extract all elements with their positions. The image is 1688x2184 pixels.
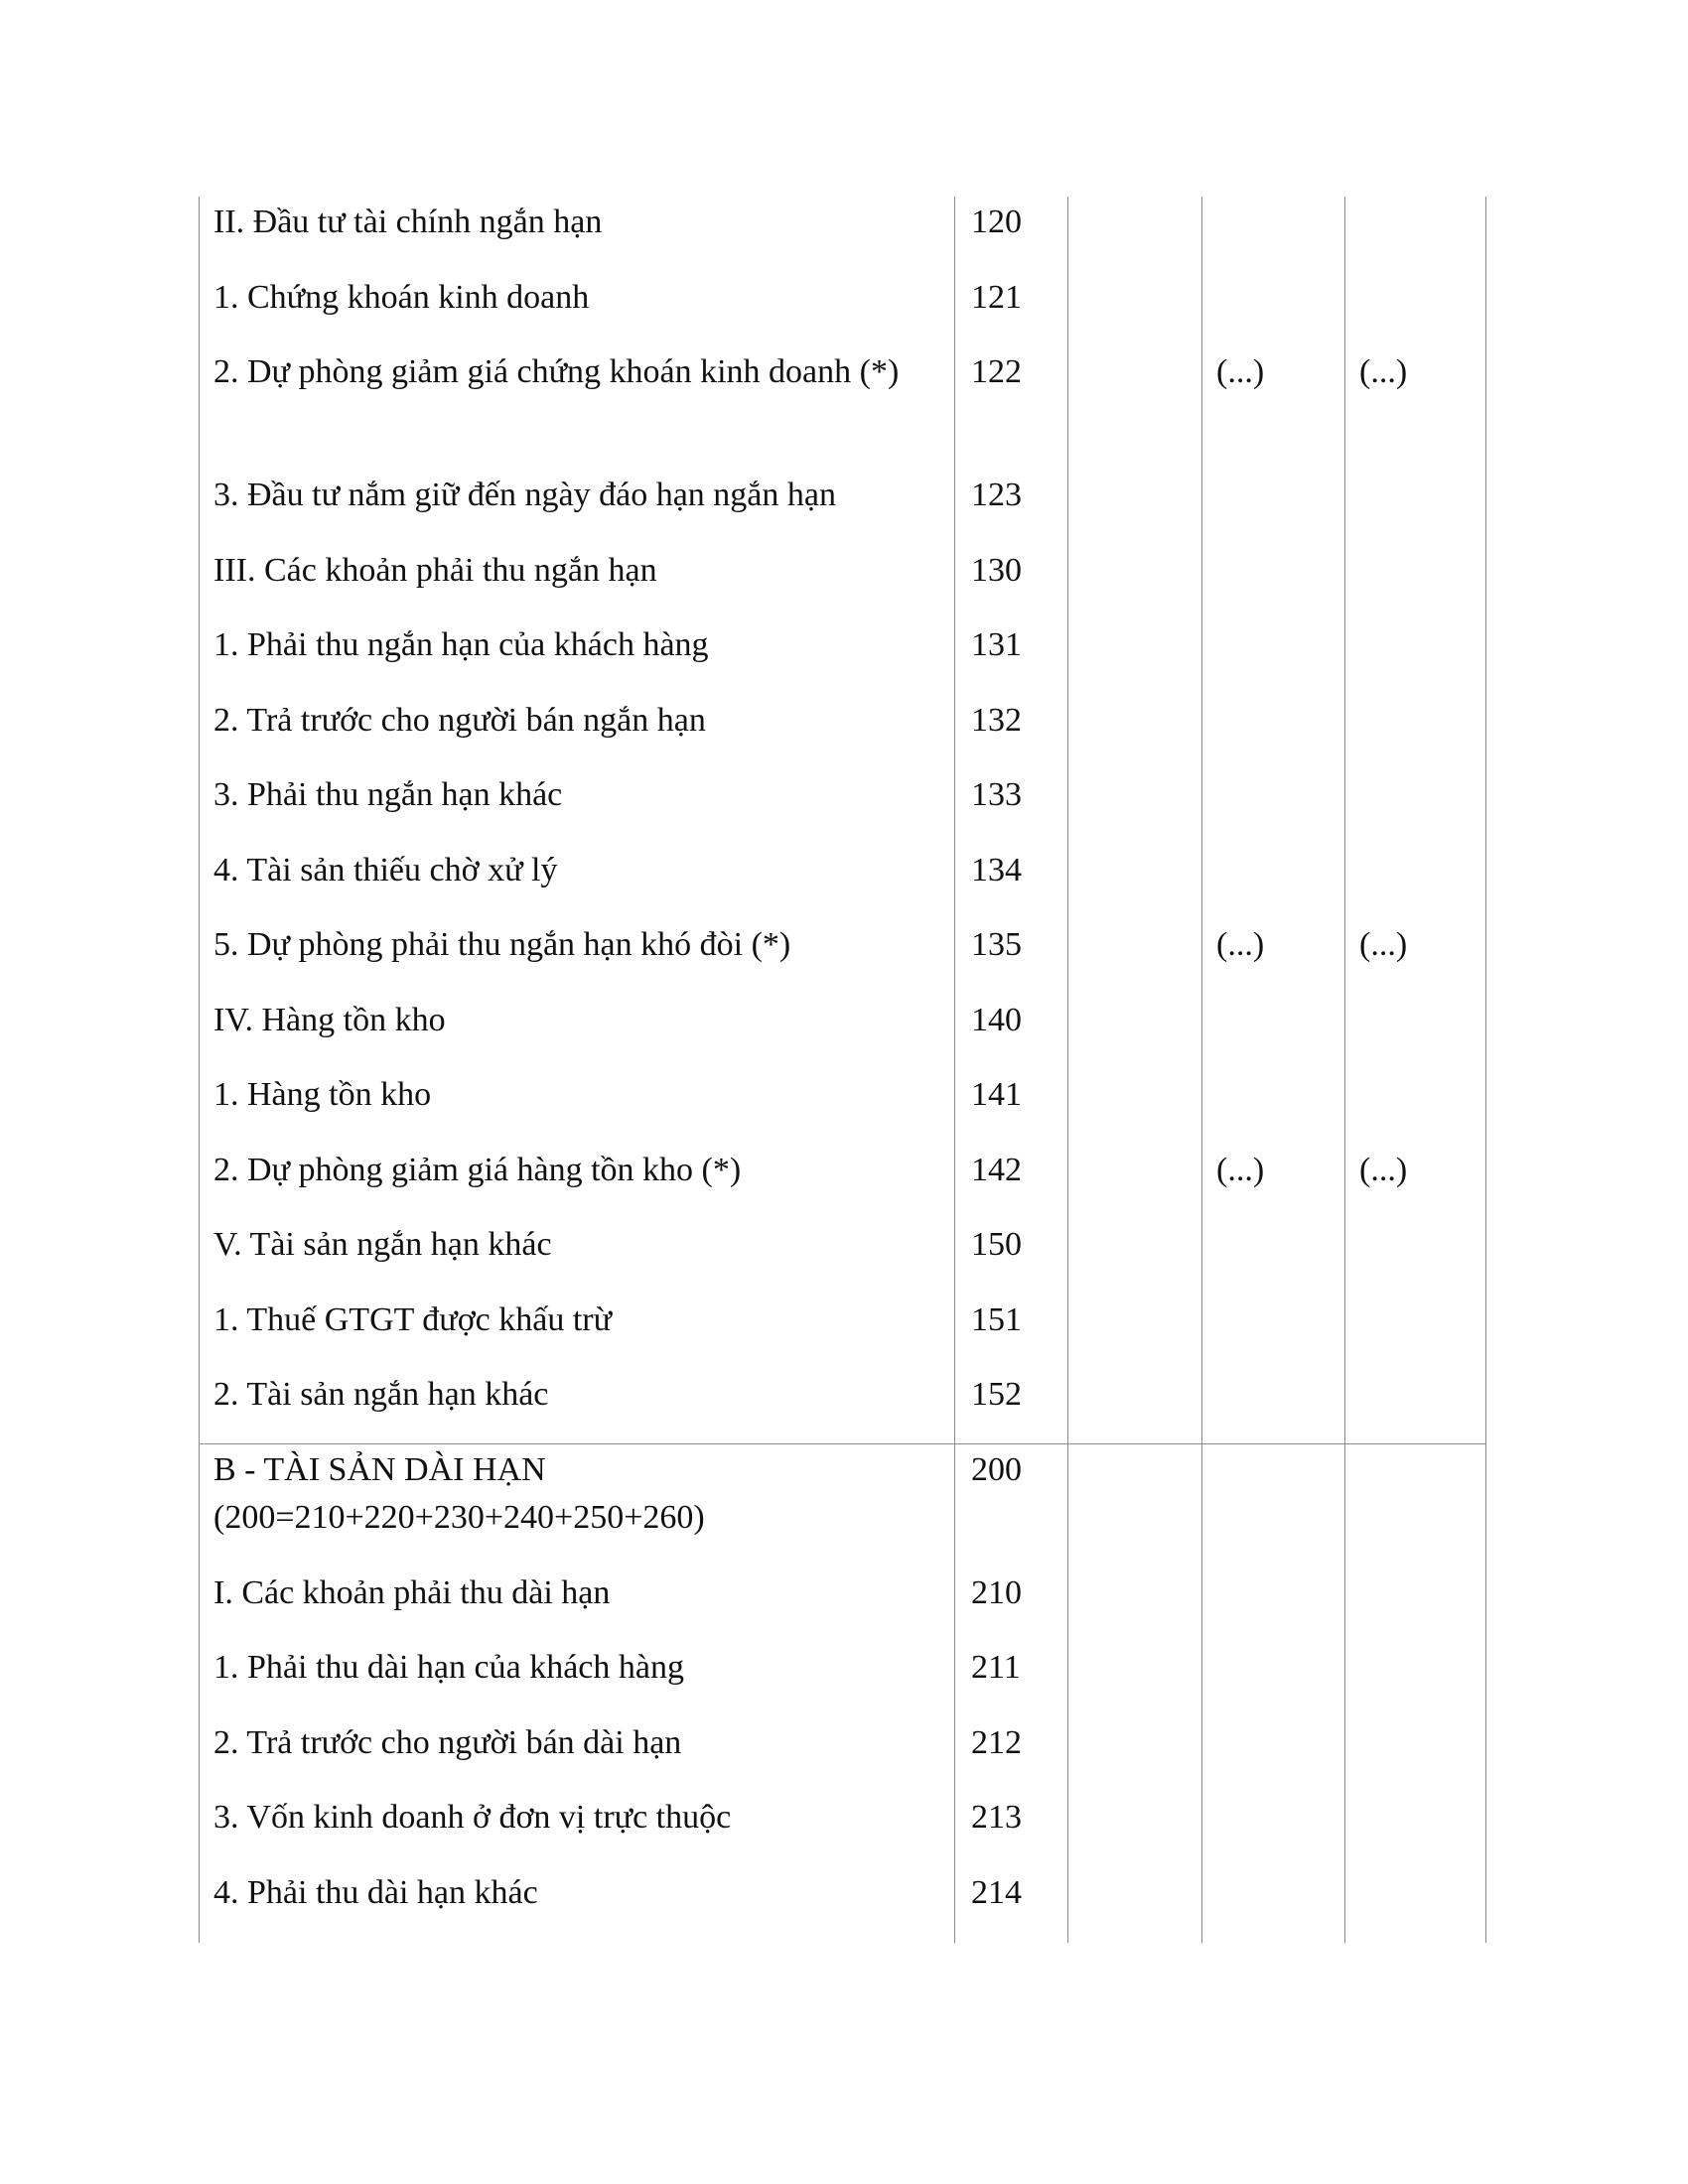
item-note xyxy=(1068,845,1202,920)
item-note xyxy=(1068,1219,1202,1295)
item-name: 5. Dự phòng phải thu ngắn hạn khó đòi (*) xyxy=(200,919,955,995)
item-code: 130 xyxy=(955,545,1068,620)
table-row xyxy=(200,1369,1486,1444)
item-begin-value xyxy=(1345,1867,1486,1943)
item-note xyxy=(1068,695,1202,770)
table-row xyxy=(200,1717,1486,1793)
item-code: 211 xyxy=(955,1642,1068,1717)
item-code: 132 xyxy=(955,695,1068,770)
item-name: 1. Phải thu ngắn hạn của khách hàng xyxy=(200,619,955,695)
item-name: 1. Thuế GTGT được khấu trừ xyxy=(200,1295,955,1370)
item-begin-value: (...) xyxy=(1345,1145,1486,1220)
item-note xyxy=(1068,1867,1202,1943)
table-row xyxy=(200,1145,1486,1220)
item-code: 210 xyxy=(955,1568,1068,1643)
item-end-value xyxy=(1202,769,1345,845)
item-begin-value xyxy=(1345,1069,1486,1145)
table-row xyxy=(200,1219,1486,1295)
item-code: 133 xyxy=(955,769,1068,845)
item-name: II. Đầu tư tài chính ngắn hạn xyxy=(200,197,955,272)
item-end-value xyxy=(1202,1295,1345,1370)
item-code: 135 xyxy=(955,919,1068,995)
item-code: 151 xyxy=(955,1295,1068,1370)
item-begin-value xyxy=(1345,845,1486,920)
item-note xyxy=(1068,1792,1202,1867)
item-begin-value xyxy=(1345,769,1486,845)
table-row xyxy=(200,845,1486,920)
table-row xyxy=(200,1867,1486,1943)
table-row xyxy=(200,470,1486,545)
item-begin-value xyxy=(1345,1642,1486,1717)
item-note xyxy=(1068,1369,1202,1444)
table-row xyxy=(200,1295,1486,1370)
table-row xyxy=(200,695,1486,770)
item-code: 150 xyxy=(955,1219,1068,1295)
item-name: B - TÀI SẢN DÀI HẠN (200=210+220+230+240+250+260) xyxy=(200,1444,955,1568)
item-name: IV. Hàng tồn kho xyxy=(200,995,955,1070)
item-note xyxy=(1068,197,1202,272)
item-end-value: (...) xyxy=(1202,1145,1345,1220)
item-name: III. Các khoản phải thu ngắn hạn xyxy=(200,545,955,620)
item-name: 3. Phải thu ngắn hạn khác xyxy=(200,769,955,845)
table-row xyxy=(200,619,1486,695)
item-name: 4. Tài sản thiếu chờ xử lý xyxy=(200,845,955,920)
item-begin-value xyxy=(1345,1295,1486,1370)
table-row xyxy=(200,1642,1486,1717)
item-code: 123 xyxy=(955,470,1068,545)
item-code: 212 xyxy=(955,1717,1068,1793)
table-row xyxy=(200,769,1486,845)
item-name: 2. Tài sản ngắn hạn khác xyxy=(200,1369,955,1444)
item-begin-value xyxy=(1345,470,1486,545)
item-name: 1. Chứng khoán kinh doanh xyxy=(200,272,955,347)
item-note xyxy=(1068,919,1202,995)
item-note xyxy=(1068,1444,1202,1568)
item-code: 140 xyxy=(955,995,1068,1070)
item-note xyxy=(1068,619,1202,695)
item-end-value xyxy=(1202,995,1345,1070)
item-end-value: (...) xyxy=(1202,919,1345,995)
item-end-value xyxy=(1202,1568,1345,1643)
item-note xyxy=(1068,1295,1202,1370)
item-end-value xyxy=(1202,197,1345,272)
item-begin-value xyxy=(1345,1717,1486,1793)
item-end-value xyxy=(1202,1867,1345,1943)
item-begin-value xyxy=(1345,272,1486,347)
item-end-value xyxy=(1202,845,1345,920)
item-begin-value: (...) xyxy=(1345,919,1486,995)
item-code: 131 xyxy=(955,619,1068,695)
table-row xyxy=(200,995,1486,1070)
item-code: 134 xyxy=(955,845,1068,920)
item-note xyxy=(1068,545,1202,620)
table-row xyxy=(200,1444,1486,1568)
item-name: 3. Vốn kinh doanh ở đơn vị trực thuộc xyxy=(200,1792,955,1867)
item-code: 214 xyxy=(955,1867,1068,1943)
item-begin-value: (...) xyxy=(1345,346,1486,470)
item-code: 122 xyxy=(955,346,1068,470)
table-row xyxy=(200,1568,1486,1643)
item-name: 1. Phải thu dài hạn của khách hàng xyxy=(200,1642,955,1717)
table-row xyxy=(200,197,1486,272)
item-code: 141 xyxy=(955,1069,1068,1145)
item-end-value xyxy=(1202,619,1345,695)
item-name: 3. Đầu tư nắm giữ đến ngày đáo hạn ngắn hạn xyxy=(200,470,955,545)
item-end-value xyxy=(1202,272,1345,347)
item-note xyxy=(1068,346,1202,470)
item-begin-value xyxy=(1345,619,1486,695)
table-row xyxy=(200,919,1486,995)
item-begin-value xyxy=(1345,995,1486,1070)
item-end-value xyxy=(1202,1792,1345,1867)
balance-sheet-table xyxy=(199,197,1486,1943)
item-note xyxy=(1068,1145,1202,1220)
item-note xyxy=(1068,769,1202,845)
item-begin-value xyxy=(1345,197,1486,272)
item-end-value xyxy=(1202,1369,1345,1444)
item-end-value xyxy=(1202,1069,1345,1145)
item-begin-value xyxy=(1345,695,1486,770)
item-name: 1. Hàng tồn kho xyxy=(200,1069,955,1145)
item-note xyxy=(1068,272,1202,347)
item-begin-value xyxy=(1345,1369,1486,1444)
item-name: 2. Trả trước cho người bán dài hạn xyxy=(200,1717,955,1793)
item-name: 2. Dự phòng giảm giá hàng tồn kho (*) xyxy=(200,1145,955,1220)
item-end-value: (...) xyxy=(1202,346,1345,470)
item-name: 2. Dự phòng giảm giá chứng khoán kinh doanh (*) xyxy=(200,346,955,470)
item-note xyxy=(1068,1642,1202,1717)
item-code: 152 xyxy=(955,1369,1068,1444)
item-end-value xyxy=(1202,1219,1345,1295)
item-end-value xyxy=(1202,1642,1345,1717)
table-row xyxy=(200,545,1486,620)
item-code: 213 xyxy=(955,1792,1068,1867)
item-code: 120 xyxy=(955,197,1068,272)
item-name: V. Tài sản ngắn hạn khác xyxy=(200,1219,955,1295)
item-begin-value xyxy=(1345,1444,1486,1568)
item-note xyxy=(1068,1568,1202,1643)
item-code: 142 xyxy=(955,1145,1068,1220)
item-end-value xyxy=(1202,695,1345,770)
item-name: 2. Trả trước cho người bán ngắn hạn xyxy=(200,695,955,770)
item-begin-value xyxy=(1345,545,1486,620)
item-begin-value xyxy=(1345,1568,1486,1643)
table-row xyxy=(200,1069,1486,1145)
item-note xyxy=(1068,995,1202,1070)
item-end-value xyxy=(1202,1717,1345,1793)
item-code: 200 xyxy=(955,1444,1068,1568)
item-begin-value xyxy=(1345,1219,1486,1295)
item-end-value xyxy=(1202,1444,1345,1568)
item-name: I. Các khoản phải thu dài hạn xyxy=(200,1568,955,1643)
item-name: 4. Phải thu dài hạn khác xyxy=(200,1867,955,1943)
item-note xyxy=(1068,470,1202,545)
table-row xyxy=(200,272,1486,347)
item-end-value xyxy=(1202,470,1345,545)
item-end-value xyxy=(1202,545,1345,620)
table-row xyxy=(200,1792,1486,1867)
item-note xyxy=(1068,1069,1202,1145)
item-begin-value xyxy=(1345,1792,1486,1867)
table-row xyxy=(200,346,1486,470)
item-note xyxy=(1068,1717,1202,1793)
item-code: 121 xyxy=(955,272,1068,347)
